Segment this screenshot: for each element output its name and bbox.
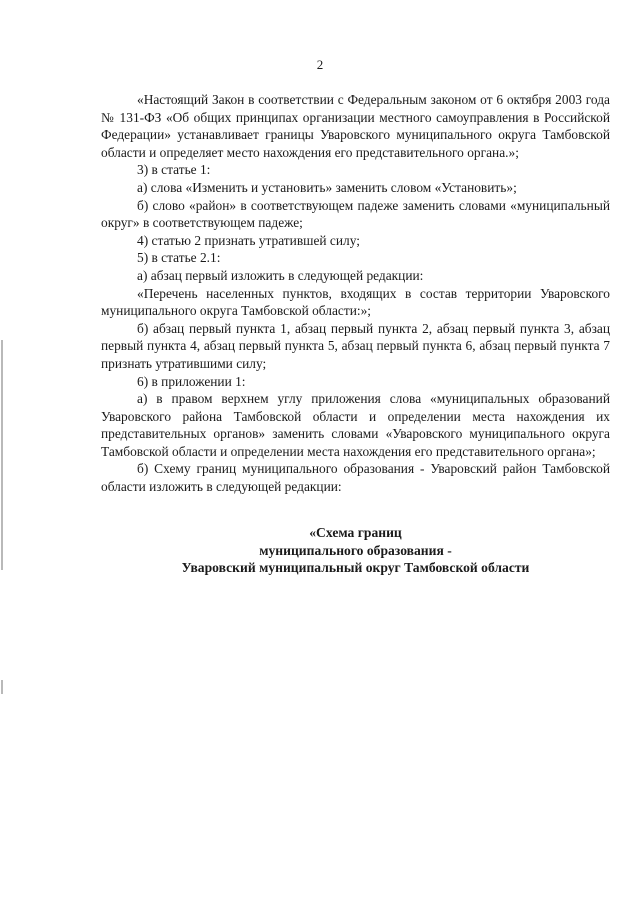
page-number: 2 [316, 57, 324, 72]
heading-line: муниципального образования - [259, 542, 452, 558]
paragraph: 4) статью 2 признать утратившей силу; [137, 232, 360, 248]
paragraph: 3) в статье 1: [137, 162, 211, 178]
heading-line: «Схема границ [309, 525, 402, 540]
scan-margin-mark [1, 680, 3, 694]
paragraph: б) абзац первый пункта 1, абзац первый пункта 2, абзац первый пункта 3, абзац первый пункта 4, абзац первый пункта 5, абзац первый пункта 6, абзац первый пункта 7 признать утратившими силу; [101, 320, 610, 371]
paragraph: 6) в приложении 1: [137, 373, 246, 389]
paragraph: «Настоящий Закон в соответствии с Федеральным законом от 6 октября 2003 года № 131-ФЗ «Об общих принципах организации местного самоуправления в Российской Федерации» устанавливает границы Уваровского муниципального округа Тамбовской области и определяет место нахождения его представительного органа.»; [101, 92, 610, 160]
paragraph: а) слова «Изменить и установить» заменить словом «Установить»; [137, 179, 517, 195]
document-body [101, 91, 610, 496]
paragraph: б) Схему границ муниципального образования - Уваровский район Тамбовской области изложить в следующей редакции: [101, 461, 610, 495]
paragraph: 5) в статье 2.1: [137, 250, 221, 266]
heading-line: Уваровский муниципальный округ Тамбовской области [181, 560, 530, 576]
paragraph: а) абзац первый изложить в следующей редакции: [137, 267, 424, 283]
scan-margin-mark [1, 340, 3, 570]
scheme-heading [101, 524, 610, 577]
paragraph: б) слово «район» в соответствующем падеже заменить словами «муниципальный округ» в соответствующем падеже; [101, 197, 610, 231]
paragraph: «Перечень населенных пунктов, входящих в состав территории Уваровского муниципального округа Тамбовской области:»; [101, 285, 610, 319]
paragraph: а) в правом верхнем углу приложения слова «муниципальных образований Уваровского района Тамбовской области и определении места нахождения их представительных органов» заменить словами «Уваровского муниципального округа Тамбовской области и определении места нахождения его представительного органа»; [101, 391, 610, 459]
